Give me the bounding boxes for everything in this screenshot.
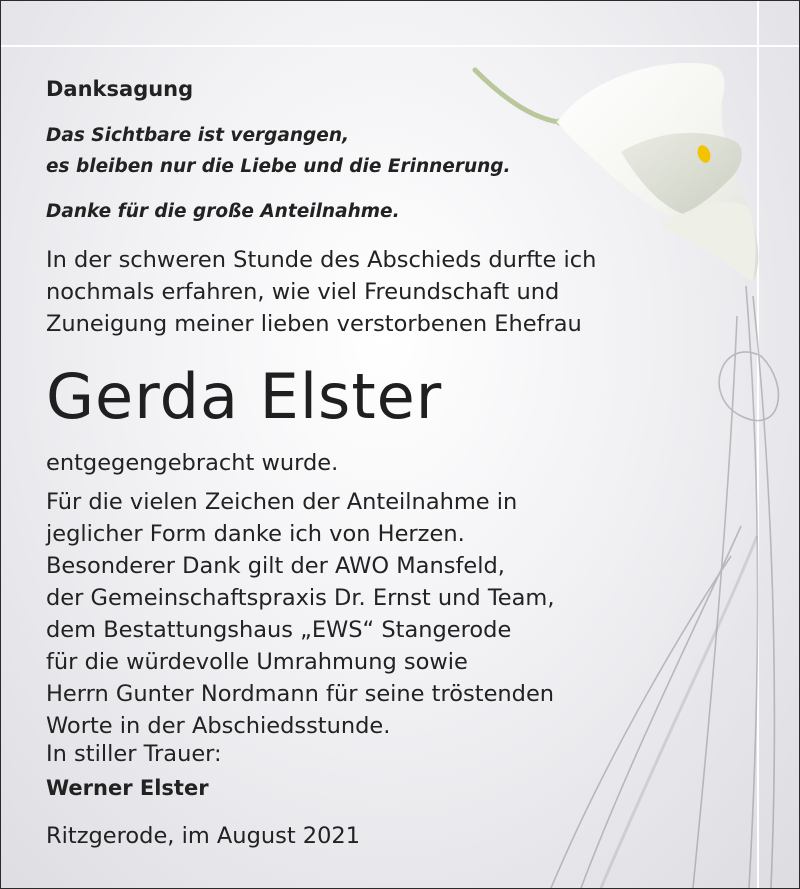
- quote: [46, 120, 511, 182]
- quote-line: Das Sichtbare ist vergangen,: [46, 125, 350, 146]
- body-line: Für die vielen Zeichen der Anteilnahme in: [46, 489, 518, 515]
- body-line: dem Bestattungshaus „EWS“ Stangerode: [46, 617, 512, 643]
- intro-line: In der schweren Stunde des Abschieds durfte ich: [46, 247, 597, 273]
- body-paragraph: [46, 486, 554, 742]
- frame-line-horizontal: [1, 45, 799, 47]
- thanks-line: Danke für die große Anteilnahme.: [46, 201, 400, 222]
- body-line: Herrn Gunter Nordmann für seine tröstenden: [46, 681, 555, 707]
- deceased-name: Gerda Elster: [46, 360, 443, 433]
- place-date: Ritzgerode, im August 2021: [46, 823, 361, 849]
- quote-line: es bleiben nur die Liebe und die Erinnerung.: [46, 156, 511, 177]
- heading: Danksagung: [46, 77, 194, 101]
- calla-lily-icon: [461, 56, 799, 888]
- body-line: für die würdevolle Umrahmung sowie: [46, 649, 468, 675]
- intro-paragraph: [46, 244, 596, 340]
- mourning-line: In stiller Trauer:: [46, 741, 222, 767]
- after-name-line: entgegengebracht wurde.: [46, 450, 339, 476]
- intro-line: Zuneigung meiner lieben verstorbenen Ehefrau: [46, 311, 582, 337]
- intro-line: nochmals erfahren, wie viel Freundschaft und: [46, 279, 560, 305]
- body-line: der Gemeinschaftspraxis Dr. Ernst und Team,: [46, 585, 555, 611]
- body-line: Besonderer Dank gilt der AWO Mansfeld,: [46, 553, 505, 579]
- body-line: jeglicher Form danke ich von Herzen.: [46, 521, 465, 547]
- signer-name: Werner Elster: [46, 776, 209, 800]
- body-line: Worte in der Abschiedsstunde.: [46, 713, 391, 739]
